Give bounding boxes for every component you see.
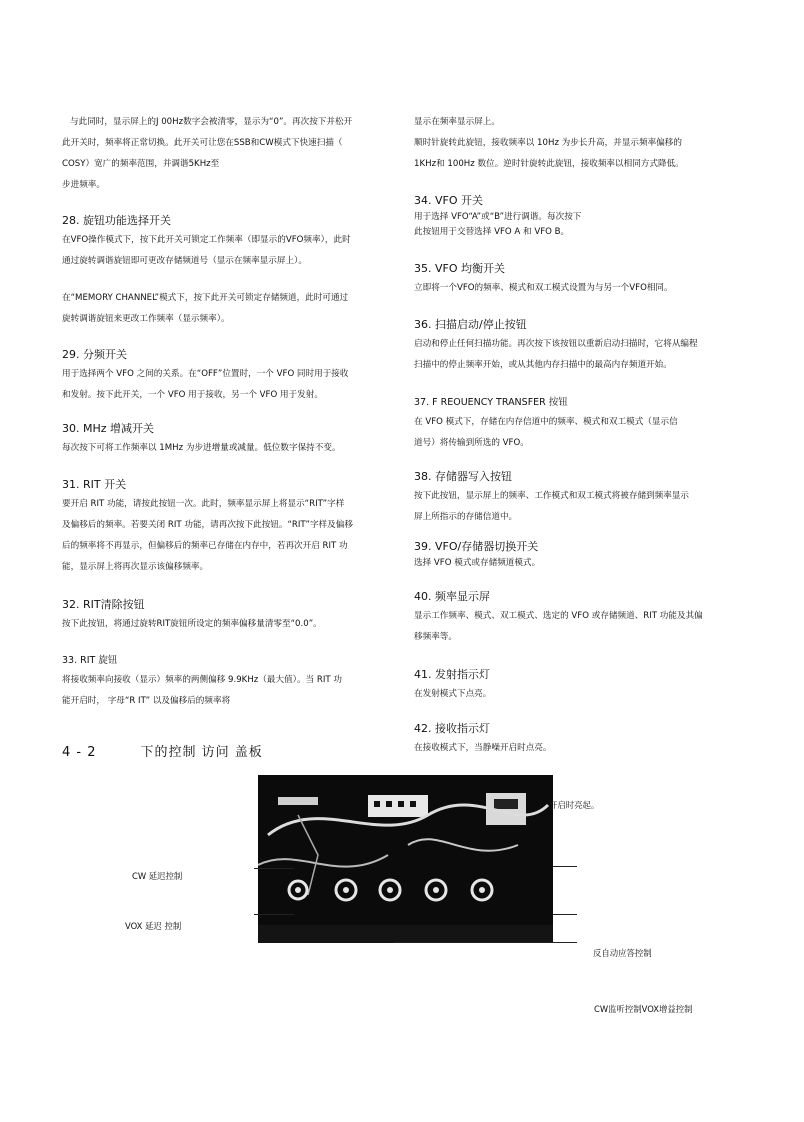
item-31	[62, 476, 392, 578]
label-anti-vox: 反自动应答控制	[593, 948, 652, 958]
item-34	[414, 192, 744, 240]
text-line: 显示在频率显示屏上。	[414, 117, 500, 127]
text-line: 顺时针旋转此旋钮，接收频率以 10Hz 为步长升高，并显示频率偏移的	[414, 138, 682, 148]
callout-line	[394, 942, 577, 943]
item-heading: 37. F REOUENCY TRANSFER 按钮	[414, 397, 568, 408]
item-38	[414, 468, 744, 528]
text-line: 后的频率将不再显示，但偏移后的频率已存储在内存中，若再次开启 RIT 功	[62, 541, 348, 551]
text-line: 此开关时，频率将正常切换。此开关可让您在SSB和CW模式下快速扫描（	[62, 138, 343, 148]
callout-line	[254, 868, 294, 869]
text-line: 和发射。按下此开关，一个 VFO 用于接收，另一个 VFO 用于发射。	[62, 390, 323, 400]
text-line: 要开启 RIT 功能，请按此按钮一次。此时，频率显示屏上将显示“RIT”字样	[62, 499, 345, 509]
text-line: 在发射模式下点亮。	[414, 689, 492, 699]
text-line: 能，显示屏上将再次显示该偏移频率。	[62, 562, 209, 572]
section-title	[62, 741, 263, 760]
item-28-memory	[62, 288, 392, 330]
item-heading: 35. VFO 均衡开关	[414, 262, 505, 275]
text-line: 立即将一个VFO的频率、模式和双工模式设置为与另一个VFO相同。	[414, 283, 673, 293]
item-32	[62, 596, 392, 635]
intro-paragraph-right	[414, 112, 744, 175]
item-41	[414, 666, 744, 705]
callout-line	[254, 914, 294, 915]
item-heading: 29. 分频开关	[62, 348, 127, 361]
control-panel-photo	[258, 775, 553, 943]
text-line: 扫描中的停止频率开始，或从其他内存扫描中的最高内存频道开始。	[414, 360, 672, 370]
text-line: 在 VFO 模式下，存储在内存信道中的频率、模式和双工模式（显示信	[414, 417, 678, 427]
label-vox-delay: VOX 延迟 控制	[125, 921, 182, 931]
label-cw-monitor: CW监听控制VOX增益控制	[594, 1004, 693, 1014]
item-heading: 36. 扫描启动/停止按钮	[414, 318, 527, 331]
text-line: 屏上所指示的存储信道中。	[414, 512, 518, 522]
item-36	[414, 316, 744, 376]
item-37	[414, 394, 744, 454]
item-heading: 31. RIT 开关	[62, 478, 127, 491]
text-line: 道号）将传输到所选的 VFO。	[414, 438, 529, 448]
text-line: 在接收模式下，当静噪开启时点亮。	[414, 743, 552, 753]
item-42	[414, 720, 744, 759]
item-heading: 30. MHz 增减开关	[62, 422, 155, 435]
circuit-board-photo-svg	[258, 775, 553, 943]
item-35	[414, 260, 744, 299]
text-line: 在“MEMORY CHANNEL”模式下，按下此开关可锁定存储频道，此时可通过	[62, 293, 349, 303]
item-40	[414, 588, 744, 648]
text-line: 选择 VFO 模式或存储频道模式。	[414, 558, 541, 568]
text-line: 步进频率。	[62, 180, 105, 190]
text-line: 启动和停止任何扫描功能。再次按下该按钮以重新启动扫描时，它将从编程	[414, 339, 698, 349]
text-line: 用于选择两个 VFO 之间的关系。在“OFF”位置时，一个 VFO 同时用于接收	[62, 369, 349, 379]
item-heading: 42. 接收指示灯	[414, 722, 490, 735]
text-line: 能开启时， 字母“R IT” 以及偏移后的频率将	[62, 696, 231, 706]
text-line: 1KHz和 100Hz 数位。逆时针旋转此旋钮，接收频率以相同方式降低。	[414, 159, 684, 169]
text-line: 旋转调谐旋钮来更改工作频率（显示频率）。	[62, 314, 230, 324]
section-number: 4 - 2	[62, 745, 97, 760]
callout-line	[553, 866, 577, 867]
item-39	[414, 538, 744, 570]
item-heading: 40. 频率显示屏	[414, 590, 490, 603]
overlap-caption: ） 开启时亮起。	[538, 800, 600, 810]
item-heading: 34. VFO 开关	[414, 194, 483, 207]
text-line: 与此同时，显示屏上的J 00Hz数字会被清零，显示为“0”。再次按下并松开	[70, 117, 353, 127]
item-heading: 32. RIT清除按钮	[62, 598, 145, 611]
intro-paragraph-left	[62, 112, 392, 196]
label-cw-delay: CW 延迟控制	[132, 871, 183, 881]
text-line: 将接收频率向接收（显示）频率的两侧偏移 9.9KHz（最大值）。当 RIT 功	[62, 675, 342, 685]
item-heading: 38. 存储器写入按钮	[414, 470, 512, 483]
section-heading: 下的控制 访问 盖板	[140, 745, 263, 760]
item-28	[62, 212, 392, 272]
text-line: 在VFO操作模式下，按下此开关可锁定工作频率（即显示的VFO频率），此时	[62, 235, 351, 245]
callout-line	[553, 914, 577, 915]
text-line: 此按钮用于交替选择 VFO A 和 VFO B。	[414, 227, 570, 237]
text-line: 按下此按钮，显示屏上的频率、工作模式和双工模式将被存储到频率显示	[414, 491, 690, 501]
item-heading: 28. 旋钮功能选择开关	[62, 214, 171, 227]
text-line: 用于选择 VFO“A”或“B”进行调谐。每次按下	[414, 212, 582, 222]
text-line: 通过旋转调谐旋钮即可更改存储频道号（显示在频率显示屏上）。	[62, 256, 307, 266]
item-heading: 39. VFO/存储器切换开关	[414, 540, 539, 553]
text-line: 显示工作频率、模式、双工模式、选定的 VFO 或存储频道、RIT 功能及其偏	[414, 611, 703, 621]
text-line: 按下此按钮，将通过旋转RIT旋钮所设定的频率偏移量清零至“0.0”。	[62, 619, 322, 629]
item-30	[62, 420, 392, 459]
item-33	[62, 652, 392, 712]
text-line: 每次按下可将工作频率以 1MHz 为步进增量或减量。低位数字保持不变。	[62, 443, 341, 453]
text-line: 及偏移后的频率。若要关闭 RIT 功能，请再次按下此按钮。“RIT”字样及偏移	[62, 520, 353, 530]
item-heading: 41. 发射指示灯	[414, 668, 490, 681]
text-line: 移频率等。	[414, 632, 457, 642]
item-29	[62, 346, 392, 406]
text-line: COSY）宽广的频率范围，并调谐5KHz至	[62, 159, 220, 169]
item-heading: 33. RIT 旋钮	[62, 655, 118, 666]
